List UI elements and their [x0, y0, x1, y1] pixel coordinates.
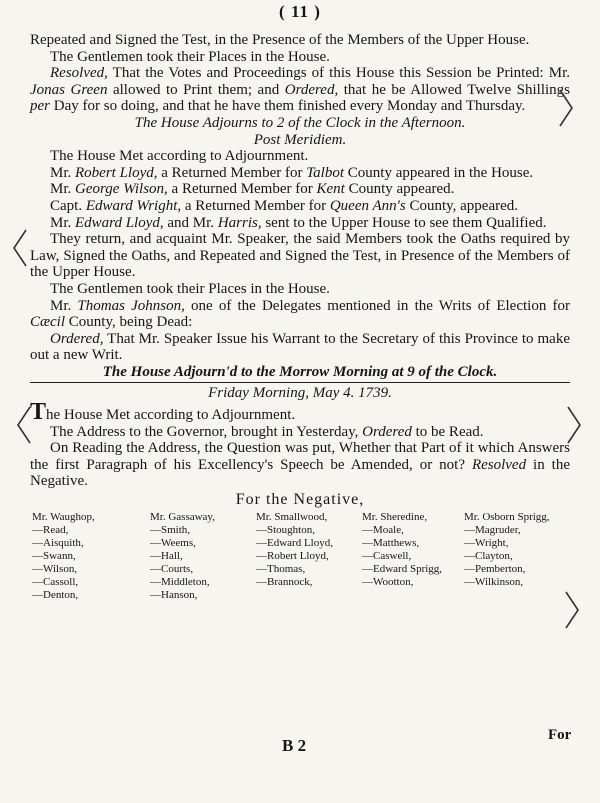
text-run: County appeared in the House.	[344, 164, 534, 181]
negative-column-2	[150, 511, 215, 602]
text-run: County, being Dead:	[65, 314, 193, 331]
voter-name: —Brannock,	[256, 575, 313, 588]
paragraph-question-put	[30, 440, 570, 490]
county-name: Kent	[316, 181, 345, 198]
negative-vote-list	[30, 511, 570, 631]
text-run: , and Mr.	[159, 214, 218, 231]
text-run: Mr.	[50, 214, 76, 231]
text-run: Mr.	[50, 164, 76, 181]
voter-name: Mr. Waughop,	[32, 510, 95, 523]
member-name: George Wilson	[75, 181, 165, 198]
voter-name: —Denton,	[32, 588, 79, 601]
text-run: , one of the Delegates mentioned in the Writs of Election for	[181, 297, 570, 314]
adjournment-afternoon: The House Adjourns to 2 of the Clock in the Afternoon.	[134, 114, 466, 131]
dateline: Friday Morning, May 4. 1739.	[208, 385, 392, 402]
text-run: The Address to the Governor, brought in Yesterday,	[50, 423, 363, 440]
negative-column-5	[464, 511, 550, 589]
voter-name: —Magruder,	[464, 523, 521, 536]
paragraph-house-met: The House Met according to Adjournment.	[50, 148, 309, 165]
text-run: allowed to Print them; and	[107, 81, 285, 98]
ordered-word: Ordered,	[50, 330, 104, 347]
voter-name: —Hall,	[150, 549, 183, 562]
text-run: Capt.	[50, 197, 86, 214]
text-run: , sent to the Upper House to see them Qualified.	[257, 214, 547, 231]
voter-name: —Moale,	[362, 523, 404, 536]
voter-name: —Wootton,	[362, 575, 414, 588]
document-body	[30, 32, 570, 631]
text-run: to be Read.	[411, 423, 484, 440]
catchword: For	[548, 727, 572, 743]
text-run: County appeared.	[344, 181, 455, 198]
text-run: in the Negative.	[30, 456, 570, 490]
ordered-word: Ordered,	[284, 81, 339, 98]
member-name: Edward Wright	[85, 197, 178, 214]
voter-name: —Matthews,	[362, 536, 420, 549]
paragraph-address-read	[30, 424, 570, 441]
resolved-word: Resolved,	[50, 65, 108, 82]
voter-name: —Edward Lloyd,	[256, 536, 333, 549]
margin-bracket-left-icon-2	[14, 405, 34, 445]
paragraph-sent-upper-house	[30, 215, 570, 232]
text-run: that he be Allowed Twelve Shillings	[338, 81, 570, 98]
negative-column-4	[362, 511, 442, 589]
text-run: he House Met according to Adjournment.	[46, 407, 296, 424]
paragraph-oaths: They return, and acquaint Mr. Speaker, the said Members took the Oaths required by Law, Signed the Oaths, and Repeated and Signed the Test, in Presence of the Members of the Upper House.	[30, 231, 570, 281]
paragraph-robert-lloyd	[30, 165, 570, 182]
post-meridiem-heading: Post Meridiem.	[253, 131, 347, 148]
per-word: per	[30, 98, 50, 115]
text-run: County, appeared.	[405, 197, 519, 214]
member-name: Harris	[217, 214, 258, 231]
page-number: ( 11 )	[279, 2, 321, 21]
voter-name: —Cassoll,	[32, 575, 79, 588]
county-name: Cæcil	[30, 314, 66, 331]
voter-name: —Courts,	[150, 562, 194, 575]
voter-name: —Wright,	[464, 536, 509, 549]
voter-name: Mr. Sheredine,	[362, 510, 428, 523]
voter-name: —Weems,	[150, 536, 196, 549]
voter-name: —Caswell,	[362, 549, 412, 562]
voter-name: —Swann,	[32, 549, 76, 562]
text-run: Mr.	[50, 297, 78, 314]
voter-name: Mr. Osborn Sprigg,	[464, 510, 550, 523]
voter-name: —Wilkinson,	[464, 575, 524, 588]
voter-name: —Stoughton,	[256, 523, 315, 536]
member-name: Thomas Johnson	[77, 297, 182, 314]
voter-name: —Robert Lloyd,	[256, 549, 329, 562]
text-run: On Reading the Address, the Question was put, Whether that Part of it which Answers the first Paragraph of his Excellency's Speech be Amended, or not?	[30, 440, 570, 473]
drop-cap: T	[30, 399, 47, 426]
paragraph-new-writ	[30, 331, 570, 364]
margin-bracket-right-icon-2	[562, 590, 582, 630]
voter-name: —Hanson,	[150, 588, 198, 601]
member-name: Edward Lloyd	[75, 214, 160, 231]
paragraph-gentlemen-places: The Gentlemen took their Places in the House.	[50, 48, 330, 65]
voter-name: Mr. Smallwood,	[256, 510, 328, 523]
voter-name: —Smith,	[150, 523, 191, 536]
paragraph-george-wilson	[30, 181, 570, 198]
voter-name: —Pemberton,	[464, 562, 526, 575]
text-run: , a Returned Member for	[177, 197, 330, 214]
printer-name: Jonas Green	[30, 81, 108, 98]
voter-name: —Clayton,	[464, 549, 513, 562]
member-name: Robert Lloyd	[75, 164, 154, 181]
signature-mark: B 2	[282, 736, 307, 755]
paragraph-printing-resolution	[30, 65, 570, 115]
text-run: Day for so doing, and that he have them finished every Monday and Thursday.	[50, 98, 526, 115]
paragraph-thomas-johnson	[30, 298, 570, 331]
voter-name: —Middleton,	[150, 575, 210, 588]
ordered-word: Ordered	[362, 423, 412, 440]
negative-column-3	[256, 511, 333, 589]
text-run: That the Votes and Proceedings of this House this Session be Printed: Mr.	[107, 65, 570, 82]
voter-name: —Read,	[32, 523, 69, 536]
voter-name: Mr. Gassaway,	[150, 510, 215, 523]
text-run: That Mr. Speaker Issue his Warrant to the Secretary of this Province to make out a new Writ.	[30, 330, 570, 364]
negative-column-1	[32, 511, 95, 602]
margin-bracket-left-icon	[10, 228, 30, 268]
margin-bracket-icon	[556, 88, 578, 128]
resolved-word: Resolved	[471, 456, 527, 473]
voter-name: —Thomas,	[256, 562, 306, 575]
text-run: , a Returned Member for	[164, 181, 317, 198]
paragraph-edward-wright	[30, 198, 570, 215]
county-name: Talbot	[306, 164, 345, 181]
negative-heading: For the Negative,	[235, 491, 365, 509]
paragraph-gentlemen-places-2: The Gentlemen took their Places in the House.	[50, 280, 330, 297]
voter-name: —Wilson,	[32, 562, 78, 575]
paragraph-test-upper-house: Repeated and Signed the Test, in the Presence of the Members of the Upper House.	[30, 32, 530, 48]
adjournment-morrow: The House Adjourn'd to the Morrow Morning at 9 of the Clock.	[102, 363, 498, 380]
paragraph-house-met-friday	[30, 399, 570, 426]
voter-name: —Aisquith,	[32, 536, 84, 549]
county-name: Queen Ann's	[329, 197, 406, 214]
voter-name: —Edward Sprigg,	[362, 562, 443, 575]
text-run: , a Returned Member for	[153, 164, 307, 181]
section-divider	[30, 382, 570, 383]
text-run: Mr.	[50, 181, 76, 198]
margin-bracket-right-icon	[564, 405, 584, 445]
